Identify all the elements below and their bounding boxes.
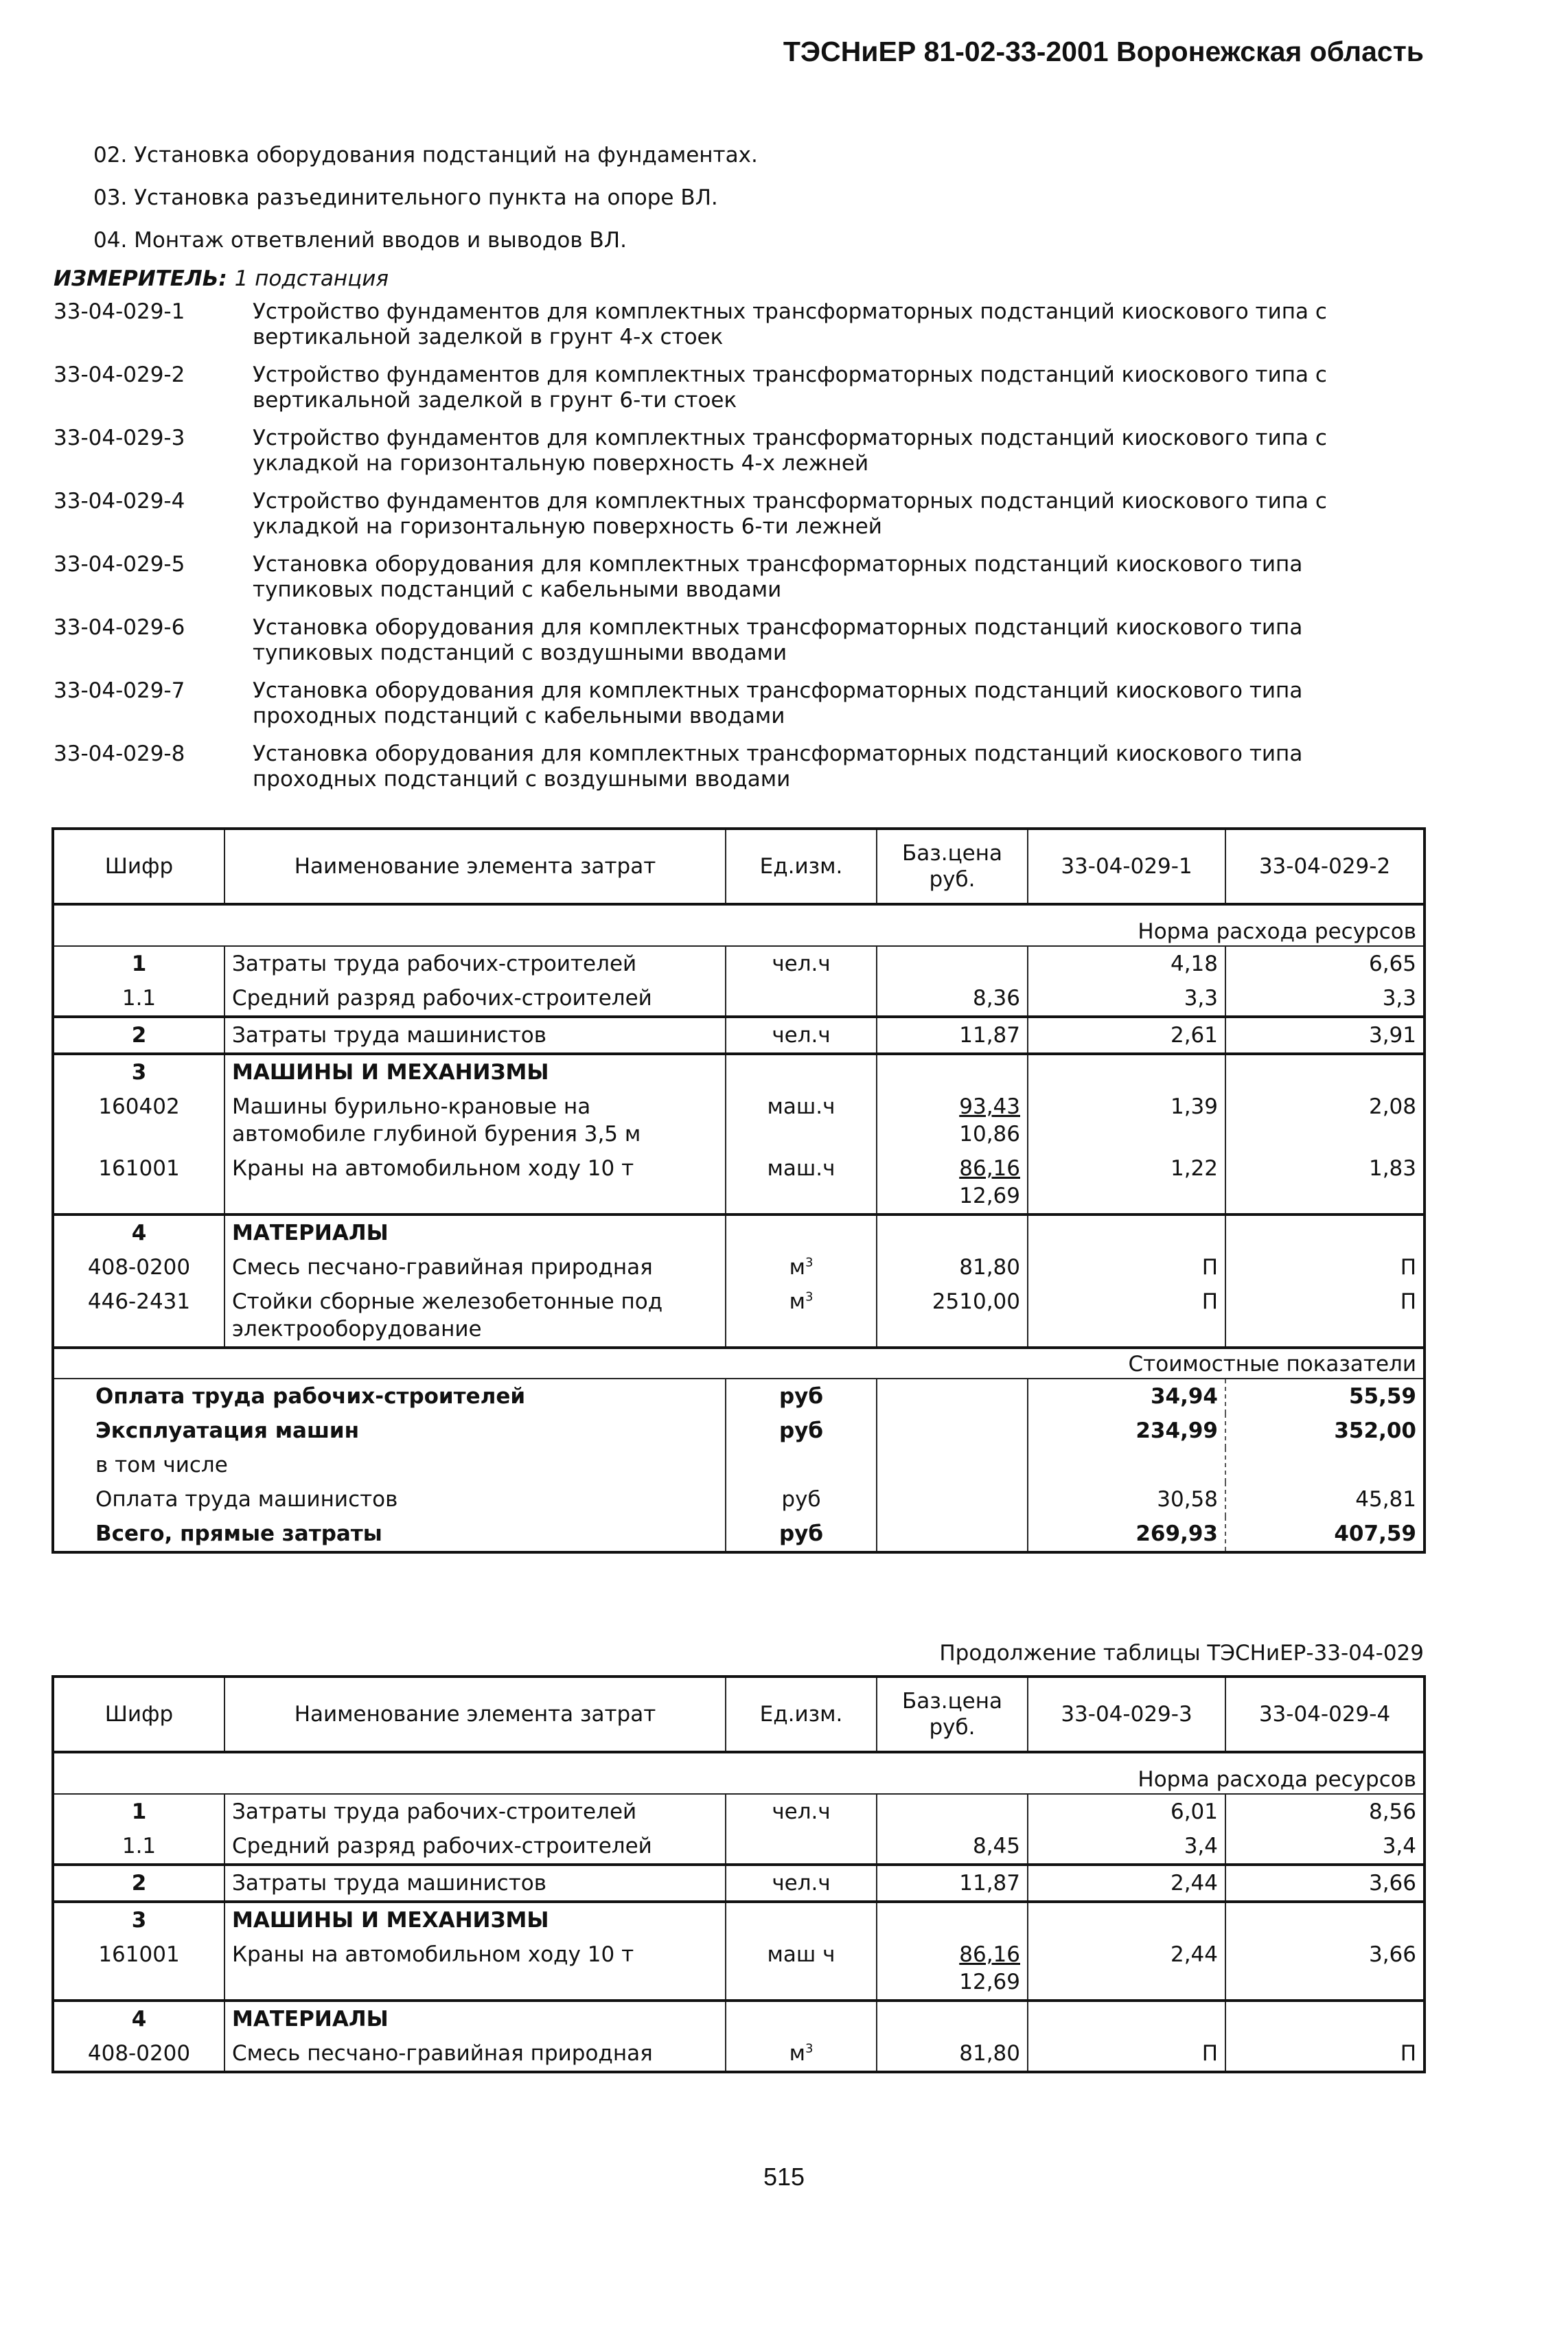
table-row [53,2036,1425,2072]
row-name: Средний разряд рабочих-строителей [224,981,726,1017]
section-row-machines [53,1902,1425,1937]
col-header-price [877,829,1028,904]
price-machine: 86,16 [959,1942,1020,1967]
cost-label: Эксплуатация машин [95,1418,360,1443]
row-name: Средний разряд рабочих-строителей [224,1829,726,1865]
section-title: МАТЕРИАЛЫ [224,2001,726,2036]
row-name: Краны на автомобильном ходу 10 т [224,1151,726,1214]
row-price [877,1151,1028,1214]
row-price: 8,45 [877,1829,1028,1865]
section-row-machines [53,1054,1425,1090]
cost-value-1: 269,93 [1028,1517,1225,1552]
table-row [53,1017,1425,1054]
cost-value-1 [1028,1448,1225,1482]
row-value-2: 3,91 [1225,1017,1425,1054]
norms-table-1 [51,827,1426,1554]
row-price [877,1794,1028,1829]
code-description: Установка оборудования для комплектных трансформаторных подстанций киоскового типа проходных подстанций с воздушными вводами [253,741,1303,792]
section-title: МАТЕРИАЛЫ [224,1214,726,1250]
row-value-1: 6,01 [1028,1794,1225,1829]
table-header-row [53,1677,1425,1752]
code-description: Устройство фундаментов для комплектных трансформаторных подстанций киоскового типа с вертикальной заделкой в грунт 6-ти стоек [253,362,1327,413]
cost-row [53,1379,1425,1414]
row-code: 1.1 [53,1829,224,1865]
code-number: 33-04-029-3 [54,426,185,450]
intro-line-04: 04. Монтаж ответвлений вводов и выводов ВЛ. [93,228,627,253]
cost-unit: руб [726,1379,877,1414]
code-description: Устройство фундаментов для комплектных трансформаторных подстанций киоскового типа с вертикальной заделкой в грунт 4-х стоек [253,299,1327,349]
row-value-2: 6,65 [1225,946,1425,981]
code-number: 33-04-029-5 [54,552,185,577]
code-number: 33-04-029-4 [54,489,185,514]
code-number: 33-04-029-8 [54,741,185,766]
price-machine: 93,43 [959,1094,1020,1119]
row-name: Краны на автомобильном ходу 10 т [224,1937,726,2001]
price-header-line1: Баз.цена [901,841,1003,866]
norm-caption: Норма расхода ресурсов [53,1764,1425,1794]
code-number: 33-04-029-1 [54,299,185,324]
col-header-shifr: Шифр [53,1677,224,1752]
row-value-1: П [1028,2036,1225,2072]
row-price: 11,87 [877,1865,1028,1902]
cost-value-1: 234,99 [1028,1414,1225,1448]
cost-label: Всего, прямые затраты [95,1521,382,1546]
row-name: Машины бурильно-крановые на автомобиле глубиной бурения 3,5 м [224,1090,726,1151]
col-header-unit: Ед.изм. [726,1677,877,1752]
measurer [54,266,389,291]
cost-value-2 [1225,1448,1425,1482]
row-code: 1.1 [53,981,224,1017]
cost-value-1: 34,94 [1028,1379,1225,1414]
spacer [53,904,1425,917]
row-name: Смесь песчано-гравийная природная [224,1250,726,1285]
col-header-code-2: 33-04-029-2 [1225,829,1425,904]
table-row [53,1285,1425,1348]
row-code: 161001 [53,1937,224,2001]
row-value-2: 1,83 [1225,1151,1425,1214]
price-header-line2: руб. [929,867,976,892]
table-row [53,1250,1425,1285]
row-code: 446-2431 [53,1285,224,1348]
section-row-materials [53,2001,1425,2036]
row-price [877,946,1028,981]
cost-unit: руб [726,1414,877,1448]
unit-exponent: 3 [805,1289,814,1304]
cost-row [53,1448,1425,1482]
row-value-2: 2,08 [1225,1090,1425,1151]
row-unit: чел.ч [726,1017,877,1054]
measurer-unit: 1 подстанция [234,266,389,291]
cost-value-2: 407,59 [1225,1517,1425,1552]
price-operator-wage: 10,86 [959,1122,1020,1147]
cost-label: в том числе [95,1453,228,1477]
row-code: 4 [53,1214,224,1250]
row-code: 2 [53,1017,224,1054]
norm-caption: Норма расхода ресурсов [53,917,1425,946]
col-header-shifr: Шифр [53,829,224,904]
row-code: 408-0200 [53,1250,224,1285]
row-unit [726,981,877,1017]
row-price: 8,36 [877,981,1028,1017]
row-name: Стойки сборные железобетонные под электрооборудование [224,1285,726,1348]
continuation-caption: Продолжение таблицы ТЭСНиЕР-33-04-029 [939,1641,1424,1666]
row-price: 81,80 [877,2036,1028,2072]
table-header-row [53,829,1425,904]
cost-row [53,1482,1425,1517]
code-description: Установка оборудования для комплектных трансформаторных подстанций киоскового типа тупиковых подстанций с кабельными вводами [253,552,1303,602]
row-unit [726,1285,877,1348]
row-unit [726,2036,877,2072]
table-row [53,1151,1425,1214]
code-description: Установка оборудования для комплектных трансформаторных подстанций киоскового типа проходных подстанций с кабельными вводами [253,678,1303,728]
unit-exponent: 3 [805,2041,814,2056]
col-header-unit: Ед.изм. [726,829,877,904]
row-code: 161001 [53,1151,224,1214]
row-value-1: 4,18 [1028,946,1225,981]
row-value-1: 1,22 [1028,1151,1225,1214]
col-header-price [877,1677,1028,1752]
code-number: 33-04-029-2 [54,362,185,387]
row-unit: чел.ч [726,1865,877,1902]
price-machine: 86,16 [959,1156,1020,1181]
col-header-code-2: 33-04-029-4 [1225,1677,1425,1752]
row-name: Затраты труда машинистов [224,1017,726,1054]
row-unit: маш.ч [726,1090,877,1151]
row-value-2: 8,56 [1225,1794,1425,1829]
row-value-2: П [1225,1250,1425,1285]
row-name: Затраты труда машинистов [224,1865,726,1902]
row-code: 1 [53,946,224,981]
cost-value-1: 30,58 [1028,1482,1225,1517]
unit-base: м [789,2041,805,2066]
section-title: МАШИНЫ И МЕХАНИЗМЫ [224,1902,726,1937]
table-row [53,946,1425,981]
row-value-2: П [1225,1285,1425,1348]
row-name: Затраты труда рабочих-строителей [224,1794,726,1829]
cost-row [53,1414,1425,1448]
row-value-2: 3,3 [1225,981,1425,1017]
cost-unit [726,1448,877,1482]
row-value-1: 1,39 [1028,1090,1225,1151]
measurer-label: ИЗМЕРИТЕЛЬ: [54,266,227,291]
row-value-2: П [1225,2036,1425,2072]
row-unit: маш ч [726,1937,877,2001]
row-unit [726,1250,877,1285]
table-row [53,1090,1425,1151]
row-value-1: 2,44 [1028,1865,1225,1902]
page-number: 515 [763,2163,805,2191]
row-price: 11,87 [877,1017,1028,1054]
unit-base: м [789,1255,805,1280]
cost-value-2: 55,59 [1225,1379,1425,1414]
intro-line-03: 03. Установка разъединительного пункта на опоре ВЛ. [93,185,718,210]
row-value-2: 3,66 [1225,1937,1425,2001]
row-value-2: 3,4 [1225,1829,1425,1865]
code-number: 33-04-029-7 [54,678,185,703]
code-number: 33-04-029-6 [54,615,185,640]
table-row [53,981,1425,1017]
row-code: 3 [53,1054,224,1090]
page-header: ТЭСНиЕР 81-02-33-2001 Воронежская область [783,36,1424,67]
row-unit: чел.ч [726,1794,877,1829]
row-price: 81,80 [877,1250,1028,1285]
row-value-1: П [1028,1285,1225,1348]
code-description: Установка оборудования для комплектных трансформаторных подстанций киоскового типа тупиковых подстанций с воздушными вводами [253,615,1303,665]
table-row [53,1794,1425,1829]
cost-row-total [53,1517,1425,1552]
unit-exponent: 3 [805,1255,814,1270]
row-value-2: 3,66 [1225,1865,1425,1902]
row-unit [726,1829,877,1865]
col-header-name: Наименование элемента затрат [224,1677,726,1752]
table-row [53,1829,1425,1865]
code-description: Устройство фундаментов для комплектных трансформаторных подстанций киоскового типа с укладкой на горизонтальную поверхность 6-ти лежней [253,489,1327,539]
col-header-code-1: 33-04-029-1 [1028,829,1225,904]
row-code: 2 [53,1865,224,1902]
price-operator-wage: 12,69 [959,1970,1020,1994]
row-price: 2510,00 [877,1285,1028,1348]
cost-value-2: 352,00 [1225,1414,1425,1448]
row-name: Смесь песчано-гравийная природная [224,2036,726,2072]
row-price [877,1090,1028,1151]
row-price [877,1937,1028,2001]
table-row [53,1865,1425,1902]
cost-caption: Стоимостные показатели [53,1348,1425,1379]
cost-unit: руб [726,1482,877,1517]
col-header-name: Наименование элемента затрат [224,829,726,904]
row-code: 4 [53,2001,224,2036]
cost-label: Оплата труда машинистов [95,1487,398,1512]
row-unit: чел.ч [726,946,877,981]
cost-label: Оплата труда рабочих-строителей [95,1384,526,1409]
intro-line-02: 02. Установка оборудования подстанций на фундаментах. [93,143,758,168]
unit-base: м [789,1289,805,1314]
table-row [53,1937,1425,2001]
row-value-1: 2,44 [1028,1937,1225,2001]
section-title: МАШИНЫ И МЕХАНИЗМЫ [224,1054,726,1090]
row-value-1: 3,3 [1028,981,1225,1017]
row-code: 160402 [53,1090,224,1151]
row-name: Затраты труда рабочих-строителей [224,946,726,981]
cost-value-2: 45,81 [1225,1482,1425,1517]
price-header-line2: руб. [929,1715,976,1740]
price-operator-wage: 12,69 [959,1184,1020,1208]
cost-unit: руб [726,1517,877,1552]
row-code: 1 [53,1794,224,1829]
spacer [53,1752,1425,1764]
price-header-line1: Баз.цена [901,1689,1003,1714]
row-value-1: 2,61 [1028,1017,1225,1054]
row-value-1: 3,4 [1028,1829,1225,1865]
code-description: Устройство фундаментов для комплектных трансформаторных подстанций киоскового типа с укладкой на горизонтальную поверхность 4-х лежней [253,426,1327,476]
row-value-1: П [1028,1250,1225,1285]
row-unit: маш.ч [726,1151,877,1214]
norms-table-2 [51,1675,1426,2073]
row-code: 408-0200 [53,2036,224,2072]
row-code: 3 [53,1902,224,1937]
col-header-code-1: 33-04-029-3 [1028,1677,1225,1752]
section-row-materials [53,1214,1425,1250]
